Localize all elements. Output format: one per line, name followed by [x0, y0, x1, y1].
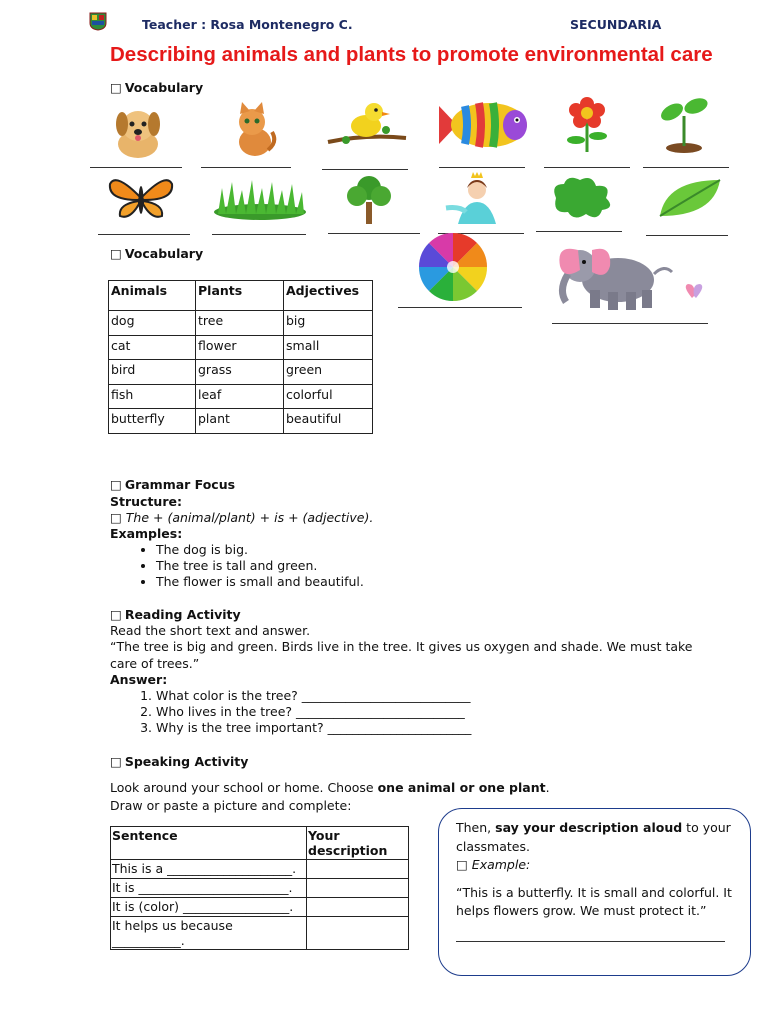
blank-line[interactable] [90, 167, 182, 168]
sentence-table [110, 826, 409, 950]
table-cell: leaf [196, 384, 284, 409]
table-cell: flower [196, 335, 284, 360]
structure-label: Structure: [110, 494, 182, 509]
questions-list [156, 688, 471, 736]
col-header-adjectives: Adjectives [284, 281, 373, 311]
reading-text-line-1: “The tree is big and green. Birds live in the tree. It gives us oxygen and shade. We must take [110, 639, 693, 654]
table-row [109, 360, 373, 385]
leaf-picture [656, 176, 724, 220]
col-header-animals: Animals [109, 281, 196, 311]
blank-line[interactable] [646, 235, 728, 236]
school-logo [88, 11, 108, 31]
bubble-example-text: “This is a butterfly. It is small and colorful. It helps flowers grow. We must protect it.” [456, 884, 732, 918]
blank-line[interactable] [536, 231, 622, 232]
butterfly-picture [108, 174, 174, 222]
blank-line[interactable] [552, 323, 708, 324]
vocabulary-heading-2: □ Vocabulary [110, 246, 204, 261]
table-cell: butterfly [109, 409, 196, 434]
table-cell: It is (color) _________________. [111, 898, 307, 917]
grammar-heading: □ Grammar Focus [110, 477, 236, 492]
examples-label: Examples: [110, 526, 183, 541]
blank-line[interactable] [322, 169, 408, 170]
blank-line[interactable] [643, 167, 729, 168]
table-cell: fish [109, 384, 196, 409]
plant-picture [656, 96, 712, 154]
description-cell[interactable] [307, 898, 409, 917]
speaking-instruction-1: Look around your school or home. Choose one animal or one plant. [110, 780, 550, 795]
green-splash-picture [546, 174, 616, 222]
blank-line[interactable] [544, 167, 630, 168]
structure-formula: □ The + (animal/plant) + is + (adjective). [110, 510, 374, 525]
table-cell: It helps us because ___________. [111, 917, 307, 950]
examples-list [156, 542, 364, 590]
reading-text-line-2: care of trees.” [110, 656, 200, 671]
vocabulary-table [108, 280, 373, 434]
table-row [109, 384, 373, 409]
table-row [109, 335, 373, 360]
question-item[interactable]: 1. What color is the tree? ___________________________ [156, 688, 471, 704]
blank-line[interactable] [328, 233, 420, 234]
grass-picture [212, 178, 308, 220]
bird-picture [326, 98, 408, 150]
princess-picture [444, 172, 510, 224]
table-cell: big [284, 311, 373, 336]
bubble-example-label: □ Example: [456, 857, 531, 872]
table-cell: It is ________________________. [111, 879, 307, 898]
question-item[interactable]: 2. Who lives in the tree? ___________________________ [156, 704, 471, 720]
school-level: SECUNDARIA [570, 17, 662, 32]
vocabulary-heading-1: □ Vocabulary [110, 80, 204, 95]
answer-label: Answer: [110, 672, 168, 687]
reading-instruction: Read the short text and answer. [110, 623, 311, 638]
blank-line[interactable] [212, 234, 306, 235]
table-row [111, 917, 409, 950]
table-cell: bird [109, 360, 196, 385]
table-row [111, 898, 409, 917]
question-item[interactable]: 3. Why is the tree important? _______________________ [156, 720, 471, 736]
table-cell: grass [196, 360, 284, 385]
table-cell: beautiful [284, 409, 373, 434]
table-cell: green [284, 360, 373, 385]
col-header-sentence: Sentence [111, 827, 307, 860]
table-row [111, 879, 409, 898]
flower-picture [556, 96, 618, 154]
table-row [109, 311, 373, 336]
dog-picture [107, 102, 169, 160]
list-item: • The tree is tall and green. [156, 558, 364, 574]
table-cell: plant [196, 409, 284, 434]
table-cell: dog [109, 311, 196, 336]
blank-line[interactable] [98, 234, 190, 235]
worksheet-title: Describing animals and plants to promote environmental care [110, 43, 713, 66]
table-cell: tree [196, 311, 284, 336]
cat-picture [228, 102, 278, 158]
bubble-instruction: Then, say your description aloud to your classmates. [456, 820, 731, 854]
speaking-instruction-2: Draw or paste a picture and complete: [110, 798, 352, 813]
table-cell: cat [109, 335, 196, 360]
speaking-heading: □ Speaking Activity [110, 754, 249, 769]
tree-picture [344, 174, 394, 226]
description-cell[interactable] [307, 860, 409, 879]
list-item: • The flower is small and beautiful. [156, 574, 364, 590]
blank-line[interactable] [439, 167, 525, 168]
col-header-plants: Plants [196, 281, 284, 311]
table-cell: colorful [284, 384, 373, 409]
color-wheel-picture [418, 232, 488, 302]
table-row [109, 409, 373, 434]
blank-line[interactable] [456, 941, 725, 942]
description-cell[interactable] [307, 879, 409, 898]
blank-line[interactable] [201, 167, 291, 168]
reading-heading: □ Reading Activity [110, 607, 241, 622]
list-item: • The dog is big. [156, 542, 364, 558]
blank-line[interactable] [398, 307, 522, 308]
col-header-description: Your description [307, 827, 409, 860]
fish-picture [435, 98, 531, 152]
table-cell: small [284, 335, 373, 360]
example-speech-box [438, 808, 751, 976]
elephant-butterfly-picture [556, 240, 716, 312]
table-cell: This is a ____________________. [111, 860, 307, 879]
teacher-name: Teacher : Rosa Montenegro C. [142, 17, 353, 32]
description-cell[interactable] [307, 917, 409, 950]
table-row [111, 860, 409, 879]
